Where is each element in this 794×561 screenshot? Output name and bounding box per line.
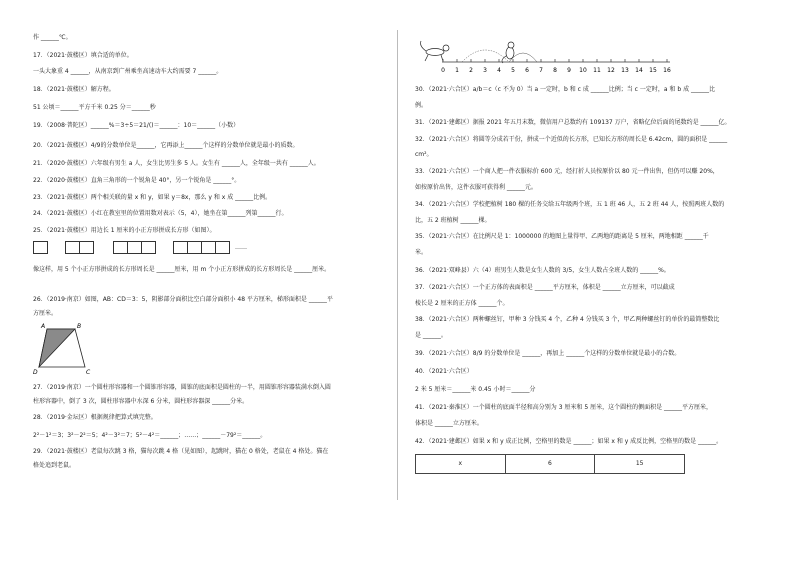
question-line: 如按原价出售，这件衣服可获得利 ______元。 bbox=[415, 184, 537, 191]
number-line-label: 4 bbox=[497, 67, 501, 74]
square-box bbox=[113, 241, 128, 254]
question-42-table bbox=[415, 454, 685, 474]
square-box bbox=[215, 241, 230, 254]
question-line: 42．（2021·建邺区）如果 x 和 y 成正比例，空格里的数是 ______；如果 x 和 y 成反比例，空格里的数是 ______。 bbox=[415, 438, 723, 445]
table-cell: 15 bbox=[595, 455, 685, 474]
question-line: 18．（2021·鼓楼区）解方程。 bbox=[33, 86, 115, 93]
number-line-label: 12 bbox=[607, 67, 615, 74]
question-line: 28．（2019·金坛区）根据规律把算式填完整。 bbox=[33, 414, 157, 421]
question-line: 41．（2021·秦淮区）一个圆柱的底面半径和高分别为 3 厘米和 5 厘米，这个圆柱的侧面积是 ______平方厘米， bbox=[415, 404, 712, 411]
question-line: 33．（2021·六合区）一个商人把一件衣服标价 600 元，经打折人员按原价以 80 元一件出售，但仍可以赚 20%， bbox=[415, 168, 719, 175]
question-line: 31．（2021·建邺区）据报 2021 年五月末数，微信用户总数约有 109137 万户，省略亿位后面的尾数约是 ______亿。 bbox=[415, 119, 731, 126]
vertex-label-a: A bbox=[41, 323, 46, 330]
cat-mouse-number-line bbox=[415, 36, 685, 84]
question-line: 32．（2021·六合区）将圆等分成若干份，拼成一个近似的长方形，已知长方形的周长是 6.42cm，圆的面积是 ______ bbox=[415, 136, 728, 143]
number-line-label: 3 bbox=[483, 67, 487, 74]
question-line: 19．（2008·普陀区）______%＝3÷5＝21/()＝______：10＝______（小数） bbox=[33, 122, 240, 129]
box-ellipsis: …… bbox=[235, 244, 247, 251]
question-line: 方厘米。 bbox=[33, 310, 58, 317]
square-box bbox=[79, 241, 94, 254]
number-line-label: 6 bbox=[525, 67, 529, 74]
question-line: 17．（2021·鼓楼区）填合适的单位。 bbox=[33, 52, 133, 59]
number-line-label: 1 bbox=[455, 67, 459, 74]
number-line-label: 9 bbox=[567, 67, 571, 74]
question-line: 24．（2021·鼓楼区）小红在教室里的位置用数对表示（5，4），她坐在第______列第______行。 bbox=[33, 210, 288, 217]
trapezoid-figure bbox=[33, 321, 133, 377]
question-line: 2 米 5 厘米＝______米 0.45 小时＝______分 bbox=[415, 386, 536, 393]
number-line-label: 10 bbox=[579, 67, 587, 74]
square-box bbox=[127, 241, 142, 254]
number-line-label: 13 bbox=[621, 67, 629, 74]
question-line: 27．（2019·南京）一个圆柱形容器和一个圆锥形容器，圆锥的底面积是圆柱的一半，用圆锥形容器装满水倒入圆 bbox=[33, 384, 331, 391]
cat-icon bbox=[421, 41, 449, 61]
number-line-label: 11 bbox=[593, 67, 601, 74]
question-line: 格处追到老鼠。 bbox=[33, 462, 76, 469]
question-line: 26．（2019·南京）如图，AB：CD＝3：5，阴影部分面积比空白部分面积小 48 平方厘米，梯形面积是 ______平 bbox=[33, 296, 333, 303]
number-line-label: 2 bbox=[469, 67, 473, 74]
question-line: 像这样，用 5 个小正方形拼成的长方形周长是 ______厘米，用 m 个小正方形拼成的长方形周长是 ______厘米。 bbox=[33, 266, 331, 273]
square-box bbox=[33, 241, 48, 254]
square-box bbox=[173, 241, 188, 254]
question-line: 40．（2021·六合区） bbox=[415, 368, 473, 375]
number-line-label: 7 bbox=[539, 67, 543, 74]
question-line: 21．（2020·鼓楼区）六年级有男生 a 人，女生比男生多 5 人。女生有 ______人，全年级一共有 ______人。 bbox=[33, 160, 320, 167]
question-line: 39．（2021·六合区）8/9 的分数单位是 ______，再加上 ______个这样的分数单位就是最小的合数。 bbox=[415, 350, 681, 357]
table-cell: 6 bbox=[505, 455, 595, 474]
question-line: 例。 bbox=[415, 102, 428, 109]
question-line: 22．（2020·鼓楼区）直角三角形的一个锐角是 40°，另一个锐角是 ______°。 bbox=[33, 177, 241, 184]
question-line: 34．（2021·六合区）学校把植树 180 棵的任务交给五年级两个班，五 1 班 46 人，五 2 班 44 人，按照两班人数的 bbox=[415, 201, 725, 208]
number-line-label: 16 bbox=[663, 67, 671, 74]
question-line: 20．（2021·鼓楼区）4/9的分数单位是______，它再添上______个这样的分数单位就是最小的质数。 bbox=[33, 142, 299, 149]
number-line-label: 15 bbox=[649, 67, 657, 74]
question-line: 36．（2021·双峰县）六（4）班男生人数是女生人数的 3/5，女生人数占全班人数的 ______%。 bbox=[415, 267, 670, 274]
question-line: 23．（2021·鼓楼区）两个相关联的量 x 和 y，如果 y＝8x，那么 y 和 x 成 ______比例。 bbox=[33, 194, 272, 201]
number-line-label: 5 bbox=[511, 67, 515, 74]
question-line: 一头大象重 4 ______，从南京到广州乘坐高速动车大约需要 7 ______。 bbox=[33, 68, 223, 75]
question-line: 棱长是 2 厘米的正方体 ______个。 bbox=[415, 300, 509, 307]
question-line: 25．（2021·鼓楼区）用边长 1 厘米的小正方形拼成长方形（如图）。 bbox=[33, 227, 216, 234]
question-line: cm²。 bbox=[415, 151, 433, 158]
vertex-label-b: B bbox=[77, 323, 82, 330]
square-box bbox=[141, 241, 156, 254]
question-line: 体积是 ______立方厘米。 bbox=[415, 420, 483, 427]
vertex-label-d: D bbox=[33, 369, 38, 376]
vertex-label-c: C bbox=[86, 369, 91, 376]
question-line: 30．（2021·六合区）a/b＝c（c 不为 0）当 a 一定时，b 和 c 成 ______比例；当 c 一定时，a 和 b 成 ______比 bbox=[415, 86, 716, 93]
column-divider bbox=[397, 30, 398, 500]
number-line-label: 0 bbox=[441, 67, 445, 74]
question-line: 35．（2021·六合区）在比例尺是 1：1000000 的地图上量得甲、乙两地的距离是 5 厘米，两地相距 ______千 bbox=[415, 233, 709, 240]
question-line: 比，五 2 班植树 ______棵。 bbox=[415, 217, 491, 224]
question-line: 2²－1²＝3；3²－2²＝5；4²－3²＝7；5²－4²＝______；……；______－79²＝______。 bbox=[33, 432, 267, 439]
number-line-label: 14 bbox=[635, 67, 643, 74]
table-cell: x bbox=[416, 455, 506, 474]
question-line: 38．（2021·六合区）两种螺丝钉，甲种 3 分钱买 4 个，乙种 4 分钱买 3 个，甲乙两种螺丝钉的单价的最简整数比 bbox=[415, 316, 720, 323]
question-line: 柱形容器中，倒了 3 次，圆柱形容器中水深 6 分米，圆柱形容器深 ______分米。 bbox=[33, 398, 249, 405]
square-box bbox=[187, 241, 202, 254]
question-line: 作 ______℃。 bbox=[33, 34, 72, 41]
mouse-icon bbox=[502, 42, 514, 63]
square-box bbox=[65, 241, 80, 254]
question-line: 29．（2021·鼓楼区）老鼠每次跳 3 格，猫每次跳 4 格（见如图），起跳时，猫在 0 格处，老鼠在 4 格处。猫在 bbox=[33, 448, 329, 455]
question-line: 51 公顷＝______平方千米 0.25 分＝______秒 bbox=[33, 104, 156, 111]
question-line: 37．（2021·六合区）一个正方体的表面积是 ______平方厘米，体积是 ______立方厘米，可以截成 bbox=[415, 284, 675, 291]
square-box bbox=[201, 241, 216, 254]
number-line-label: 8 bbox=[553, 67, 557, 74]
question-line: 米。 bbox=[415, 249, 428, 256]
question-line: 是 ______。 bbox=[415, 332, 447, 339]
